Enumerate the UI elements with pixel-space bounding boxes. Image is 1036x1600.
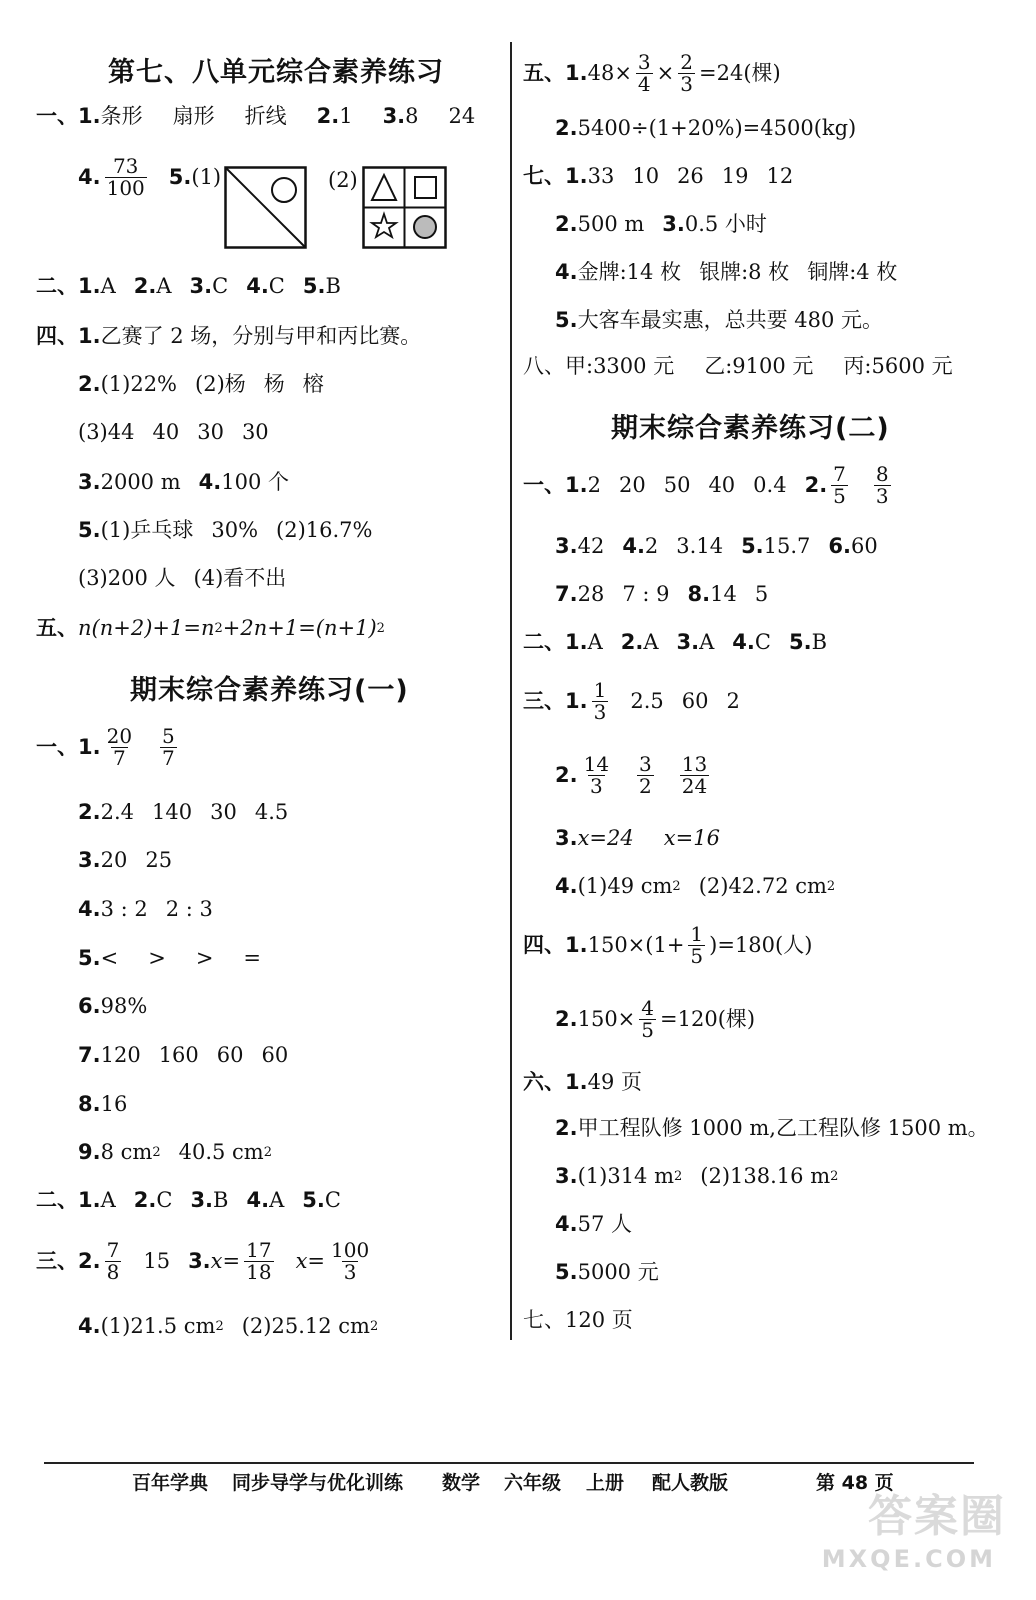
footer-volume: 上册 (586, 1472, 625, 1494)
answer-line: 2. 5400÷(1+20%)=4500(kg) (555, 116, 857, 140)
answer-line: 6. 98% (78, 994, 148, 1018)
answer-line: 2. $\frac{14}{3}$ $\frac{3}{2}$ $\frac{13}{24}$ (555, 752, 708, 798)
answer-line: 一、1. 条形 扇形 折线 2. 1 3. 8 24 (36, 104, 476, 128)
answer-line: 2. 甲工程队修 1000 m,乙工程队修 1500 m。 (555, 1116, 989, 1140)
part-label: (2) (328, 168, 358, 192)
answer-line: 三、2. $\frac{7}{8}$ 15 3. x= $\frac{17}{18}$ x= $\frac{100}{3}$ (36, 1238, 370, 1284)
answer-line: 2. 150× $\frac{4}{5}$ =120(棵) (555, 996, 756, 1042)
answer-line: 5. 大客车最实惠，总共要 480 元。 (555, 308, 884, 332)
answer-line: 3. 2000 m 4. 100 个 (78, 470, 289, 494)
circle-shape (272, 178, 296, 202)
fraction: $\frac{2}{3}$ (680, 50, 693, 96)
fraction: $\frac{7}{8}$ (106, 1238, 120, 1284)
answer-line: 二、1. A 2. A 3. C 4. C 5. B (36, 274, 341, 298)
answer-line: 二、1. A 2. C 3. B 4. A 5. C (36, 1188, 341, 1212)
section-title-units-7-8: 第七、八单元综合素养练习 (108, 57, 444, 88)
answer-line: 4. (1)49 cm 2 (2)42.72 cm 2 (555, 874, 836, 898)
answer-line: 2. (1)22% (2)杨 杨 榕 (78, 372, 324, 396)
fraction: $\frac{1}{5}$ (690, 922, 704, 968)
answer-line: 4. $\frac{73}{100}$ 5. (1) (78, 154, 222, 200)
answer-line: 一、1. 2 20 50 40 0.4 2. $\frac{7}{5}$ $\frac{8}{3}$ (523, 462, 889, 508)
answer-line: 3. (1)314 m 2 (2)138.16 m 2 (555, 1164, 839, 1188)
answer-line: 六、1. 49 页 (523, 1070, 642, 1094)
fraction: $\frac{100}{3}$ (331, 1238, 370, 1284)
answer-line: 5. < > > = (78, 946, 262, 970)
answer-line: 3. x=24 x=16 (555, 826, 720, 850)
page-number: 第 48 页 (816, 1472, 894, 1494)
answer-line: 一、1. $\frac{20}{7}$ $\frac{5}{7}$ (36, 724, 175, 770)
footer-rule (44, 1462, 974, 1464)
fraction: $\frac{5}{7}$ (162, 724, 175, 770)
answer-line: 3. 42 4. 2 3.14 5. 15.7 6. 60 (555, 534, 878, 558)
section-title-final-2: 期末综合素养练习(二) (611, 413, 890, 444)
section-title-final-1: 期末综合素养练习(一) (130, 675, 409, 706)
formula-line: 五、 n(n+2)+1=n 2 +2n+1=(n+1) 2 (36, 616, 385, 640)
answer-line: 七、1. 33 10 26 19 12 (523, 164, 794, 188)
answer-line: 八、甲:3300 元 乙:9100 元 丙:5600 元 (523, 354, 953, 378)
fraction: $\frac{20}{7}$ (106, 724, 133, 770)
fraction: $\frac{3}{4}$ (637, 50, 651, 96)
answer-line: 4. 3 : 2 2 : 3 (78, 897, 213, 921)
answer-line: 5. (1)乒乓球 30% (2)16.7% (78, 518, 373, 542)
fraction: $\frac{17}{18}$ (246, 1238, 272, 1284)
answer-line: (3)44 40 30 30 (78, 420, 269, 444)
fraction: $\frac{73}{100}$ (106, 154, 145, 200)
fraction: $\frac{1}{3}$ (593, 678, 607, 724)
answer-line: 4. (1)21.5 cm 2 (2)25.12 cm 2 (78, 1314, 379, 1338)
star-shape (372, 214, 396, 237)
fraction: $\frac{4}{5}$ (641, 996, 655, 1042)
answer-line: 4. 57 人 (555, 1212, 632, 1236)
answer-line: 七、120 页 (523, 1308, 633, 1332)
triangle-shape (372, 175, 396, 200)
answer-line: 四、1. 150×(1+ $\frac{1}{5}$ )=180(人) (523, 922, 813, 968)
answer-line: 五、1. 48× $\frac{3}{4}$ × $\frac{2}{3}$ =24(棵) (523, 50, 781, 96)
footer-series: 同步导学与优化训练 (232, 1472, 404, 1494)
square-diagram-1 (224, 166, 308, 250)
answer-line: 二、1. A 2. A 3. A 4. C 5. B (523, 630, 827, 654)
fraction: $\frac{13}{24}$ (681, 752, 708, 798)
answer-line: 7. 28 7 : 9 8. 14 5 (555, 582, 769, 606)
footer-edition: 配人教版 (652, 1472, 729, 1494)
watermark-url: MXQE.COM (821, 1545, 996, 1573)
shaded-circle-shape (414, 216, 436, 238)
fraction: $\frac{8}{3}$ (875, 462, 889, 508)
footer-brand: 百年学典 (132, 1472, 209, 1494)
fraction: $\frac{7}{5}$ (833, 462, 846, 508)
answer-line: 2. 2.4 140 30 4.5 (78, 800, 289, 824)
square-shape (415, 177, 436, 198)
footer-subject: 数学 (442, 1472, 481, 1494)
answer-line: 2. 500 m 3. 0.5 小时 (555, 212, 767, 236)
answer-line: 3. 20 25 (78, 848, 173, 872)
fraction: $\frac{14}{3}$ (583, 752, 610, 798)
answer-line: 四、1. 乙赛了 2 场，分别与甲和丙比赛。 (36, 324, 422, 348)
square-diagram-2 (362, 166, 448, 250)
answer-line: 三、1. $\frac{1}{3}$ 2.5 60 2 (523, 678, 740, 724)
fraction: $\frac{3}{2}$ (639, 752, 652, 798)
answer-line: 9. 8 cm 2 40.5 cm 2 (78, 1140, 272, 1164)
answer-line: 7. 120 160 60 60 (78, 1043, 289, 1067)
answer-line: 5. 5000 元 (555, 1260, 659, 1284)
answer-line: (3)200 人 (4)看不出 (78, 566, 287, 590)
footer-grade: 六年级 (504, 1472, 562, 1494)
answer-line: 8. 16 (78, 1092, 128, 1116)
column-divider (510, 42, 512, 1340)
watermark-logo: 答案圈 (868, 1491, 1006, 1542)
answer-line: 4. 金牌:14 枚 银牌:8 枚 铜牌:4 枚 (555, 260, 898, 284)
